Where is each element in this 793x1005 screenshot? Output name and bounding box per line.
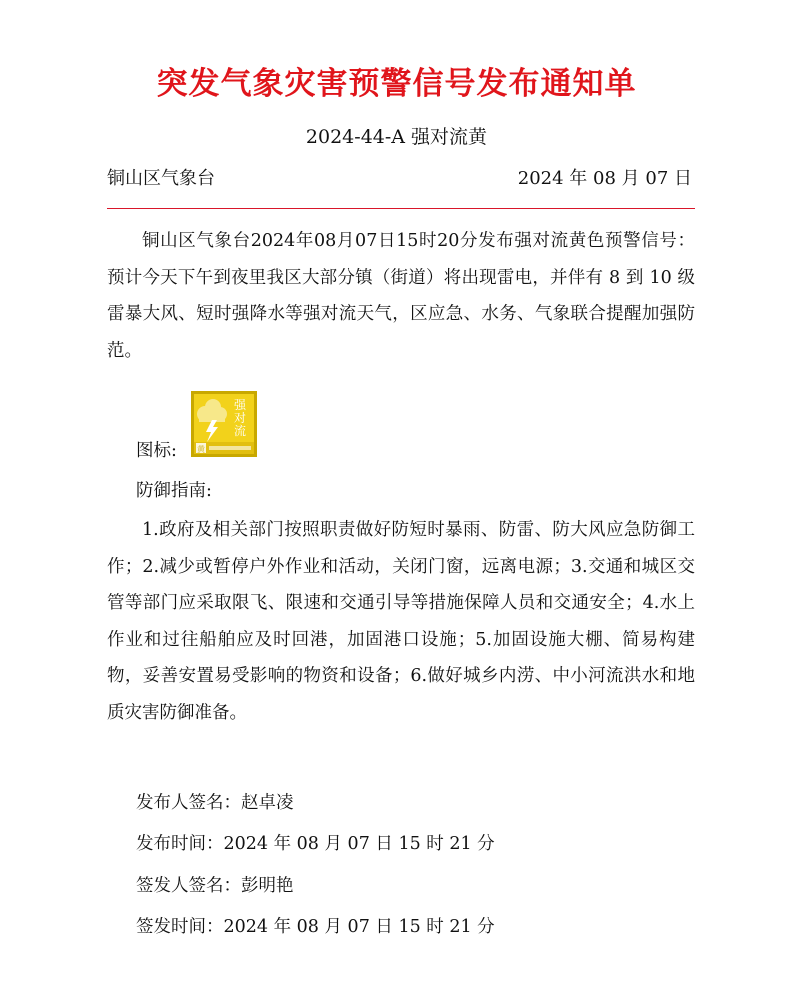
issuing-office: 铜山区气象台 (107, 168, 215, 189)
notice-code: 2024-44-A 强对流黄 (305, 126, 488, 148)
icon-caption-strip (209, 446, 251, 450)
guide-paragraph: 1.政府及相关部门按照职责做好防短时暴雨、防雷、防大风应急防御工作；2.减少或暂停户外作业和活动，关闭门窗，远离电源；3.交通和城区交管等部门应采取限飞、限速和交通引导等措施保障人员和交通安全；4.水上作业和过往船舶应及时回港，加固港口设施；5.加固设施大棚、简易构建物，妥善安置易受影响的物资和设备；6.做好城乡内涝、中小河流洪水和地质灾害防御准备。 (107, 520, 695, 723)
icon-char-3: 流 (233, 424, 247, 438)
icon-level-char: 黄 (197, 445, 205, 454)
icon-char-1: 强 (233, 398, 247, 412)
approve-time: 签发时间：2024 年 08 月 07 日 15 时 21 分 (136, 917, 495, 937)
convection-yellow-warning-icon (190, 390, 258, 458)
icon-label: 图标: (136, 441, 177, 461)
header-divider (107, 208, 695, 209)
notice-date: 2024 年 08 月 07 日 (517, 168, 692, 189)
issuer-signature: 发布人签名：赵卓凌 (136, 793, 294, 813)
notice-title: 突发气象灾害预警信号发布通知单 (156, 66, 637, 102)
guide-label: 防御指南: (136, 481, 212, 501)
approver-signature: 签发人签名：彭明艳 (136, 876, 294, 896)
issue-time: 发布时间：2024 年 08 月 07 日 15 时 21 分 (136, 834, 495, 854)
icon-char-2: 对 (233, 411, 247, 425)
warning-paragraph: 铜山区气象台2024年08月07日15时20分发布强对流黄色预警信号：预计今天下午到夜里我区大部分镇（街道）将出现雷电，并伴有 8 到 10 级雷暴大风、短时强降水等强对流天气，区应急、水务、气象联合提醒加强防范。 (107, 231, 695, 361)
